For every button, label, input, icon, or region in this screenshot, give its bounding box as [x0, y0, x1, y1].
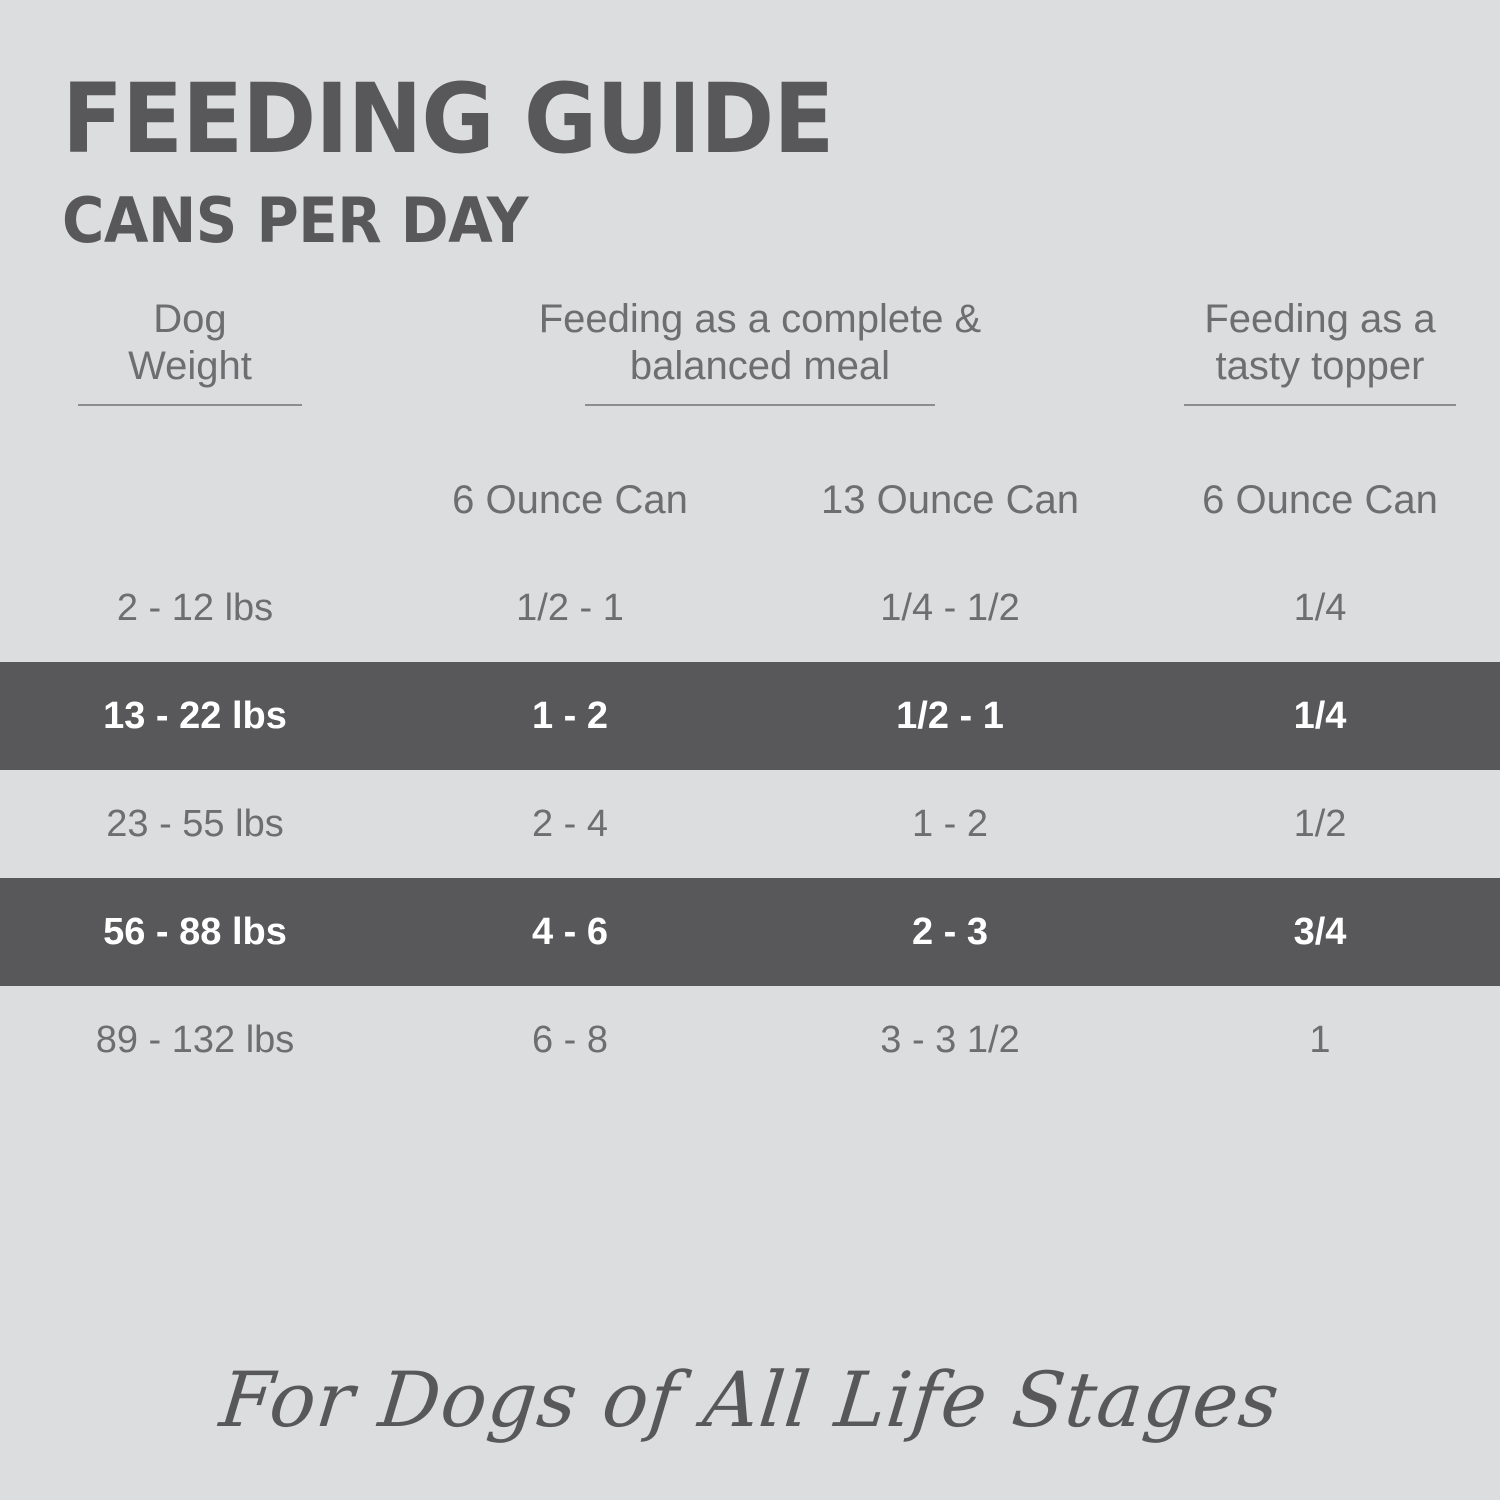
title-block — [0, 0, 1500, 258]
group-header-tasty-topper-line1: Feeding as a — [1204, 297, 1436, 342]
cell-meal-6oz: 1/2 - 1 — [516, 586, 624, 629]
group-header-dog-weight-line2: Weight — [128, 344, 252, 389]
group-header-rule — [1184, 404, 1456, 406]
page-title: FEEDING GUIDE — [62, 63, 834, 175]
group-header-complete-meal — [380, 296, 1140, 406]
subheader-meal-13oz: 13 Ounce Can — [821, 477, 1079, 522]
subheader-meal-6oz: 6 Ounce Can — [452, 477, 688, 522]
table-row — [0, 878, 1500, 986]
cell-meal-13oz: 3 - 3 1/2 — [880, 1018, 1020, 1061]
group-header-tasty-topper-line2: tasty topper — [1215, 344, 1425, 389]
cell-topper-6oz: 1/2 — [1293, 802, 1347, 845]
group-header-tasty-topper — [1140, 296, 1500, 406]
cell-topper-6oz: 1/4 — [1293, 586, 1347, 629]
cell-topper-6oz: 1 — [1309, 1018, 1331, 1061]
group-header-rule — [78, 404, 302, 406]
cell-meal-13oz: 1/4 - 1/2 — [880, 586, 1020, 629]
table-row — [0, 662, 1500, 770]
cell-meal-13oz: 2 - 3 — [911, 910, 989, 953]
table-group-header-row — [0, 296, 1500, 446]
table-row — [0, 986, 1500, 1094]
cell-dog-weight: 23 - 55 lbs — [106, 802, 284, 845]
cell-topper-6oz: 3/4 — [1293, 910, 1347, 953]
page-subtitle: CANS PER DAY — [62, 184, 529, 258]
cell-topper-6oz: 1/4 — [1293, 694, 1347, 737]
subheader-topper-6oz: 6 Ounce Can — [1202, 477, 1438, 522]
group-header-dog-weight — [0, 296, 380, 406]
group-header-complete-meal-line1: Feeding as a complete & — [538, 297, 982, 342]
cell-dog-weight: 56 - 88 lbs — [103, 910, 287, 953]
group-header-complete-meal-line2: balanced meal — [629, 344, 891, 389]
footer-tagline: For Dogs of All Life Stages — [216, 1355, 1284, 1444]
cell-meal-6oz: 6 - 8 — [531, 1018, 609, 1061]
table-row — [0, 554, 1500, 662]
cell-meal-6oz: 4 - 6 — [531, 910, 609, 953]
cell-dog-weight: 89 - 132 lbs — [95, 1018, 295, 1061]
table-row — [0, 770, 1500, 878]
feeding-table — [0, 296, 1500, 1094]
cell-dog-weight: 2 - 12 lbs — [116, 586, 274, 629]
group-header-rule — [585, 404, 935, 406]
cell-meal-13oz: 1 - 2 — [911, 802, 989, 845]
group-header-dog-weight-line1: Dog — [153, 297, 227, 342]
cell-meal-6oz: 2 - 4 — [531, 802, 609, 845]
cell-meal-13oz: 1/2 - 1 — [896, 694, 1004, 737]
table-subheader-row — [0, 446, 1500, 554]
cell-dog-weight: 13 - 22 lbs — [103, 694, 287, 737]
cell-meal-6oz: 1 - 2 — [531, 694, 609, 737]
